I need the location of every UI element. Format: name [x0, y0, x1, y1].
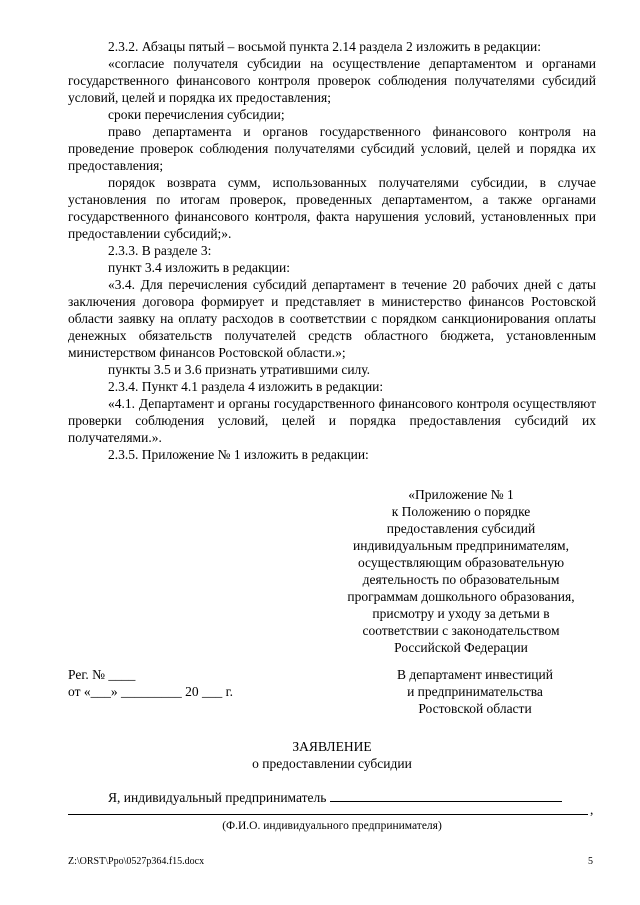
appendix-line: «Приложение № 1 [408, 487, 514, 502]
appendix-line: индивидуальным предпринимателям, [353, 538, 569, 553]
recipient-block [360, 666, 590, 717]
title-subheading: о предоставлении субсидии [252, 756, 412, 771]
appendix-line: осуществляющим образовательную [357, 555, 565, 570]
paragraph-3-4-text: «3.4. Для перечисления субсидий департамент в течение 20 рабочих дней с даты заключения договора формирует и представляет в министерство финансов Ростовской области заявку на оплату расходов в соответствии с порядком санкционирования оплаты денежных обязательств получателей средств областного бюджета, установленным министерством финансов Ростовской области.»; [68, 277, 596, 360]
field-caption: (Ф.И.О. индивидуального предпринимателя) [222, 820, 442, 832]
appendix-line: соответствии с законодательством [362, 623, 560, 638]
appendix-line: деятельность по образовательным [362, 572, 560, 587]
paragraph-consent: «согласие получателя субсидии на осуществление департаментом и органами государственного финансового контроля проверок соблюдения получателями субсидий условий, целей и порядка их предоставления; [68, 56, 596, 105]
title-heading: ЗАЯВЛЕНИЕ [292, 739, 372, 754]
recipient-line: В департамент инвестиций [397, 667, 553, 682]
page-number: 5 [588, 856, 593, 867]
applicant-label: Я, индивидуальный предприниматель [108, 790, 327, 805]
paragraph-2-3-5: 2.3.5. Приложение № 1 изложить в редакции: [108, 447, 369, 462]
paragraph-item-3-4: пункт 3.4 изложить в редакции: [108, 260, 290, 275]
paragraph-4-1-text: «4.1. Департамент и органы государственного финансового контроля осуществляют проверки соблюдения условий, целей и порядка предоставления субсидий их получателями.». [68, 396, 596, 445]
paragraph-refund: порядок возврата сумм, использованных получателями субсидии, в случае установления по итогам проверок, проведенных департаментом, а также органами государственного финансового контроля, факта нарушения условий, установленных при предоставлении субсидий;». [68, 175, 596, 241]
application-title [68, 738, 596, 772]
line-comma: , [590, 802, 594, 817]
applicant-name-continuation-field[interactable] [68, 814, 588, 815]
paragraph-right: право департамента и органов государственного финансового контроля на проведение проверок соблюдения получателями субсидий условий, целей и порядка их предоставления; [68, 124, 596, 173]
appendix-line: присмотру и уходу за детьми в [372, 606, 550, 621]
paragraph-3-5-3-6: пункты 3.5 и 3.6 признать утратившими силу. [108, 362, 371, 377]
paragraph-2-3-4: 2.3.4. Пункт 4.1 раздела 4 изложить в редакции: [108, 379, 384, 394]
body-text [68, 38, 596, 463]
recipient-line: Ростовской области [418, 701, 532, 716]
appendix-line: программам дошкольного образования, [347, 589, 575, 604]
footer-file-path: Z:\ORST\Ppo\0527p364.f15.docx [68, 856, 205, 867]
registration-number: Рег. № ____ [68, 667, 136, 682]
paragraph-2-3-2: 2.3.2. Абзацы пятый – восьмой пункта 2.14 раздела 2 изложить в редакции: [108, 39, 541, 54]
paragraph-terms: сроки перечисления субсидии; [108, 107, 285, 122]
appendix-line: Российской Федерации [394, 640, 528, 655]
paragraph-2-3-3: 2.3.3. В разделе 3: [108, 243, 212, 258]
registration-block [68, 666, 233, 700]
applicant-name-field[interactable] [330, 788, 562, 802]
appendix-header [330, 486, 592, 656]
appendix-line: к Положению о порядке [391, 504, 531, 519]
applicant-line [108, 788, 562, 806]
appendix-line: предоставления субсидий [386, 521, 536, 536]
registration-date: от «___» _________ 20 ___ г. [68, 684, 233, 699]
recipient-line: и предпринимательства [407, 684, 543, 699]
